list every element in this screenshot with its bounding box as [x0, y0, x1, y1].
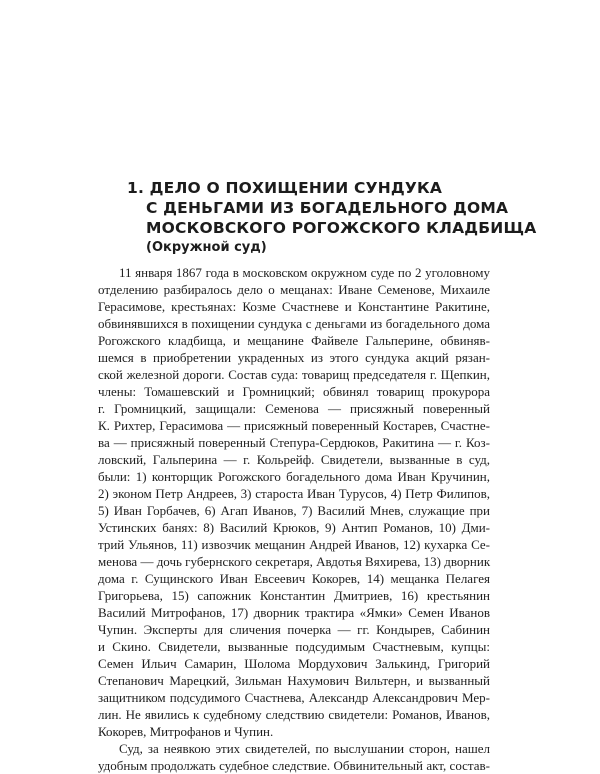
text-line: Кокорев, Митрофанов и Чупин.: [98, 724, 274, 739]
text-line: ловский, Гальперина — г. Кольрейф. Свидетели, вызванные в суд,: [98, 452, 490, 467]
text-line: Василий Митрофанов, 17) дворник трактира «Ямки» Семен Иванов: [98, 605, 490, 620]
body-text: [98, 264, 490, 774]
text-line: Рогожского кладбища, и мещанине Файвеле Гальперине, обвиняв-: [98, 333, 490, 348]
heading-line-3: МОСКОВСКОГО РОГОЖСКОГО КЛАДБИЩА: [146, 219, 537, 237]
text-line: обвинявшихся в похищении сундука с деньгами из богадельного дома: [98, 316, 490, 331]
text-line: лин. Не явились к судебному следствию свидетели: Романов, Иванов,: [98, 707, 490, 722]
text-line: дома г. Сущинского Иван Евсеевич Кокорев, 14) мещанка Пелагея: [98, 571, 490, 586]
paragraph-2: [98, 740, 490, 774]
text-line: Суд, за неявкою этих свидетелей, по выслушании сторон, нашел: [119, 741, 490, 756]
text-line: защитником подсудимого Счастнева, Александр Александрович Мер-: [98, 690, 490, 705]
heading-line-2: С ДЕНЬГАМИ ИЗ БОГАДЕЛЬНОГО ДОМА: [146, 199, 509, 217]
text-line: и Скино. Свидетели, вызванные подсудимым Счастневым, купцы:: [98, 639, 490, 654]
paragraph-1: [98, 264, 490, 740]
text-line: Чупин. Эксперты для сличения почерка — гг. Кондырев, Сабинин: [98, 622, 490, 637]
text-line: 5) Иван Горбачев, 6) Агап Иванов, 7) Василий Мнев, служащие при: [98, 503, 490, 518]
text-line: шемся в приобретении украденных из этого сундука акций рязан-: [98, 350, 490, 365]
text-line: 2) эконом Петр Андреев, 3) староста Иван Турусов, 4) Петр Филипов,: [98, 486, 490, 501]
text-line: Герасимове, крестьянах: Козме Счастневе и Константине Ракитине,: [98, 299, 490, 314]
text-line: члены: Томашевский и Громницкий; обвинял товарищ прокурора: [98, 384, 490, 399]
text-line: Григорьева, 15) сапожник Константин Дмитриев, 16) крестьянин: [98, 588, 490, 603]
text-line: отделению разбиралось дело о мещанах: Иване Семенове, Михаиле: [98, 282, 490, 297]
text-line: Семен Ильич Самарин, Шолома Мордухович Залькинд, Григорий: [98, 656, 490, 671]
court-subtitle: (Окружной суд): [146, 240, 267, 255]
text-line: менова — дочь губернского секретаря, Авдотья Вяхирева, 13) дворник: [98, 554, 491, 569]
text-line: Устинских банях: 8) Василий Крюков, 9) Антип Романов, 10) Дми-: [98, 520, 490, 535]
text-line: были: 1) конторщик Рогожского богадельного дома Иван Кручинин,: [98, 469, 490, 484]
text-line: К. Рихтер, Герасимова — присяжный поверенный Костарев, Счастне-: [98, 418, 490, 433]
text-line: ва — присяжный поверенный Степура-Сердюков, Ракитина — г. Коз-: [98, 435, 490, 450]
text-line: 11 января 1867 года в московском окружном суде по 2 уголовному: [119, 265, 490, 280]
text-line: г. Громницкий, защищали: Семенова — присяжный поверенный: [98, 401, 490, 416]
text-line: трий Ульянов, 11) извозчик мещанин Андрей Иванов, 12) кухарка Се-: [98, 537, 490, 552]
heading-line-1: 1. ДЕЛО О ПОХИЩЕНИИ СУНДУКА: [127, 179, 443, 197]
text-line: ской железной дороги. Состав суда: товарищ председателя г. Щепкин,: [98, 367, 490, 382]
text-line: удобным продолжать судебное следствие. Обвинительный акт, состав-: [98, 758, 490, 773]
chapter-heading: [127, 178, 567, 258]
text-line: Степанович Марецкий, Зильман Нахумович Вильтерн, и вызванный: [98, 673, 490, 688]
